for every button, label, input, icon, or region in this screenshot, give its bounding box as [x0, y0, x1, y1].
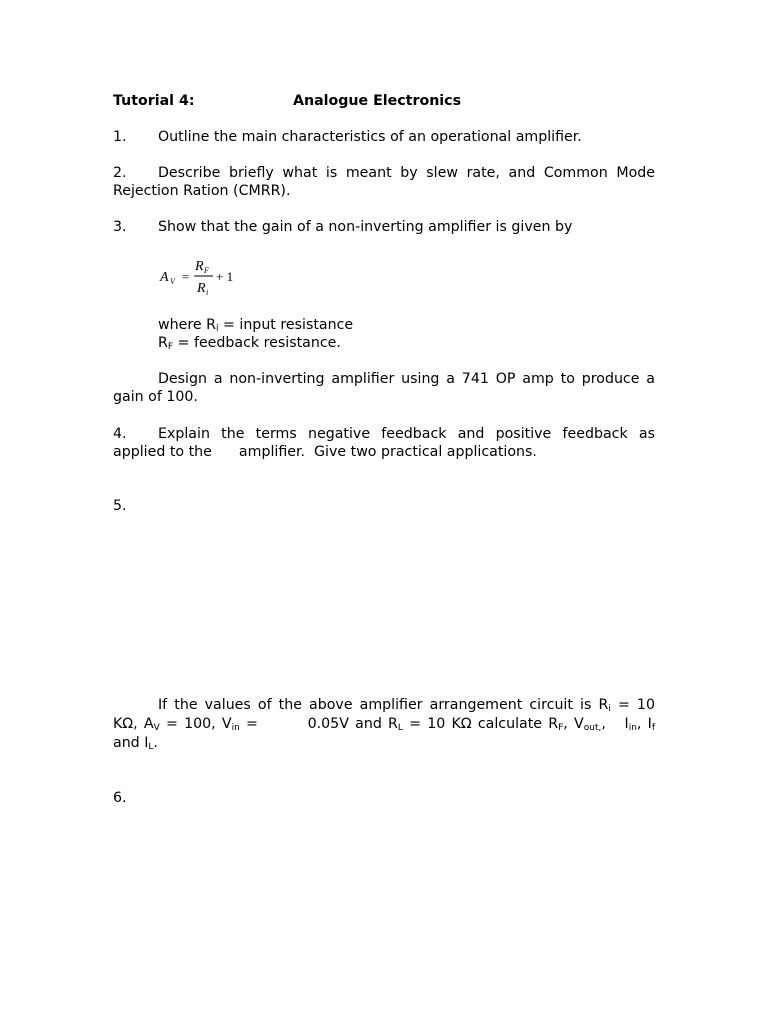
question-number: 4. [113, 426, 127, 442]
question-text: Outline the main characteristics of an operational amplifier. [158, 129, 582, 145]
formula-equals: = [182, 269, 190, 284]
formula-numerator-subscript: F [204, 266, 209, 275]
question-text: Explain the terms negative feedback and positive feedback as [158, 426, 655, 442]
question-text: Describe briefly what is meant by slew rate, and Common Mode [158, 165, 655, 181]
question-5-line-3: and $I_L$. [113, 735, 158, 752]
where-resistance-input: where $R_i$ = input resistance [158, 317, 354, 334]
question-5-number: 5. [113, 498, 127, 514]
formula-numerator: R [195, 259, 204, 274]
question-4-line-2: applied to the amplifier. Give two practical applications. [113, 444, 537, 460]
formula-denominator-subscript: i [206, 288, 209, 297]
formula-denominator: R [197, 281, 206, 296]
question-number: 2. [113, 165, 127, 181]
question-2-line-1 [113, 165, 655, 181]
formula-plus-one: + 1 [216, 269, 234, 284]
where-resistance-feedback: $R_F$ = feedback resistance. [158, 335, 341, 352]
formula-lhs: A [160, 270, 169, 285]
question-5-line-2: KΩ, $A_V = 100$, $V_{in}$ = 0.05V and $R_L = 10$ KΩ calculate $R_F$, $V_{out,}$, $I_{in}$, $I_f$ [113, 716, 655, 733]
question-number: 3. [113, 219, 127, 235]
question-5-line-1: If the values of the above amplifier arrangement circuit is $R_i = 10$ [158, 697, 655, 714]
question-3 [113, 219, 572, 235]
gain-formula [155, 254, 265, 300]
question-6-number: 6. [113, 790, 127, 806]
question-text: Show that the gain of a non-inverting amplifier is given by [158, 219, 573, 235]
design-task-line-1: Design a non-inverting amplifier using a 741 OP amp to produce a [158, 371, 655, 387]
question-4-line-1 [113, 426, 655, 442]
design-task-line-2: gain of 100. [113, 389, 198, 405]
question-1 [113, 129, 582, 145]
page-title: Analogue Electronics [293, 93, 462, 109]
question-2-line-2: Rejection Ration (CMRR). [113, 183, 291, 199]
question-number: 1. [113, 129, 127, 145]
tutorial-number: Tutorial 4: [113, 93, 195, 109]
formula-lhs-subscript: V [170, 277, 175, 286]
